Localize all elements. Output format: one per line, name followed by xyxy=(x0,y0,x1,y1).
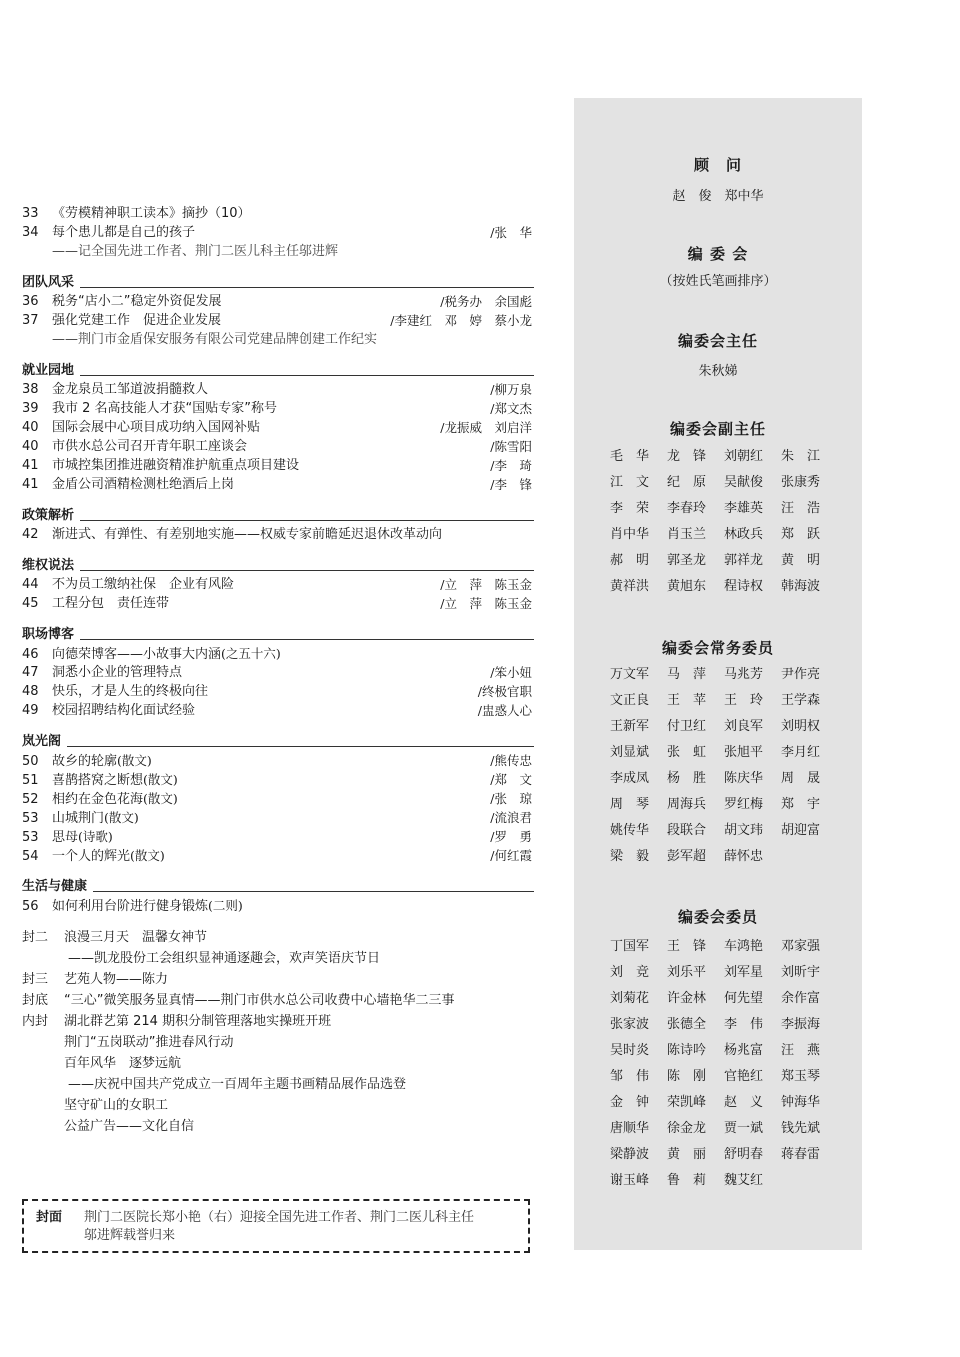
cover-page-text: 艺苑人物——陈力 xyxy=(64,972,169,987)
member-name: 官艳红 xyxy=(724,1069,764,1084)
entry-genre-note: (散文) xyxy=(104,810,139,825)
entry-title: 金龙泉员工邹道波捐髓救人 xyxy=(52,382,209,397)
section-title: 岚光阁 xyxy=(22,734,67,749)
entry-author: /罗 勇 xyxy=(490,829,532,844)
entry-genre-note: (散文) xyxy=(130,848,165,863)
member-name: 丁国军 xyxy=(610,939,650,954)
board-heading: 编 委 会 xyxy=(687,245,749,263)
member-name: 李 荣 xyxy=(610,501,650,516)
page-number: 34 xyxy=(22,225,39,240)
member-name: 刘乐平 xyxy=(667,965,707,980)
member-name: 刘朝红 xyxy=(724,449,764,464)
member-name: 刘军星 xyxy=(724,965,764,980)
member-name: 车鸿艳 xyxy=(724,939,764,954)
section-rule xyxy=(22,891,534,892)
toc-entry xyxy=(22,701,534,720)
entry-author: /盅惑人心 xyxy=(477,703,532,718)
member-name: 杨 胜 xyxy=(667,771,707,786)
standing-members-list xyxy=(610,662,840,870)
page-number: 42 xyxy=(22,527,39,542)
member-name: 黄 明 xyxy=(781,553,821,568)
editorial-board-panel xyxy=(574,98,862,1250)
member-name: 钟海华 xyxy=(781,1095,821,1110)
page-number: 48 xyxy=(22,684,39,699)
entry-title: 强化党建工作 促进企业发展 xyxy=(52,313,222,328)
entry-title: 市城控集团推进融资精准护航重点项目建设 xyxy=(52,458,300,473)
member-name: 胡迎富 xyxy=(781,823,821,838)
section-rule xyxy=(22,746,534,747)
toc-entry xyxy=(22,770,534,789)
entry-genre-note: (之五十六) xyxy=(221,646,281,661)
entry-title: 一个人的辉光 xyxy=(52,849,131,864)
member-name: 邹 伟 xyxy=(610,1069,650,1084)
section-title: 生活与健康 xyxy=(22,879,93,894)
member-name: 刘菊花 xyxy=(610,991,650,1006)
cover-page-text: 荆门“五岗联动”推进春风行动 xyxy=(64,1035,234,1050)
member-name: 程诗权 xyxy=(724,579,764,594)
entry-title: 工程分包 责任连带 xyxy=(52,596,170,611)
entry-subtitle: ——记全国先进工作者、荆门二医儿科主任邬进辉 xyxy=(52,244,339,259)
toc-entry xyxy=(22,399,534,418)
member-name: 李春玲 xyxy=(667,501,707,516)
entry-author: /终极官职 xyxy=(477,684,532,699)
page-number: 38 xyxy=(22,382,39,397)
cover-page-text: “三心”微笑服务显真情——荆门市供水总公司收费中心墙艳华二三事 xyxy=(64,993,455,1008)
toc-entry xyxy=(22,827,534,846)
member-name: 文正良 xyxy=(610,693,650,708)
entry-author: /立 萍 陈玉金 xyxy=(440,577,532,592)
entry-author: /笨小妞 xyxy=(490,665,532,680)
entry-author: /立 萍 陈玉金 xyxy=(440,596,532,611)
entry-author: /李 琦 xyxy=(490,458,532,473)
member-name: 徐金龙 xyxy=(667,1121,707,1136)
entry-genre-note: (散文) xyxy=(117,753,152,768)
entry-genre-note: (散文) xyxy=(143,772,178,787)
member-name: 张家波 xyxy=(610,1017,650,1032)
cover-page-text: 坚守矿山的女职工 xyxy=(64,1098,169,1113)
member-name: 邓家强 xyxy=(781,939,821,954)
member-name: 陈诗吟 xyxy=(667,1043,707,1058)
entry-author: /郑 文 xyxy=(490,772,532,787)
toc-entry xyxy=(22,575,534,594)
page-number: 51 xyxy=(22,773,39,788)
member-name: 陈庆华 xyxy=(724,771,764,786)
member-name: 张德全 xyxy=(667,1017,707,1032)
member-name: 刘明权 xyxy=(781,719,821,734)
toc-entry xyxy=(22,663,534,682)
member-name: 马兆芳 xyxy=(724,667,764,682)
section-title: 就业园地 xyxy=(22,363,80,378)
member-name: 刘显斌 xyxy=(610,745,650,760)
cover-caption-line-1: 荆门二医院长郑小艳（右）迎接全国先进工作者、荆门二医儿科主任 xyxy=(84,1210,475,1225)
entry-title: 校园招聘结构化面试经验 xyxy=(52,703,196,718)
cover-caption-line-2: 邬进辉载誉归来 xyxy=(84,1228,176,1243)
member-name: 汪 浩 xyxy=(781,501,821,516)
cover-page-text: 百年风华 逐梦远航 xyxy=(64,1056,182,1071)
toc-entry xyxy=(22,223,534,242)
page-number: 37 xyxy=(22,313,39,328)
entry-title: 喜鹊搭窝之断想 xyxy=(52,773,144,788)
cover-page-entry xyxy=(22,927,534,948)
cover-caption-box xyxy=(22,1199,530,1253)
cover-page-entry xyxy=(22,1032,534,1053)
section-heading xyxy=(22,732,534,751)
entry-title: 如何利用台阶进行健身锻炼 xyxy=(52,899,209,914)
member-name: 郑玉琴 xyxy=(781,1069,821,1084)
section-heading xyxy=(22,273,534,292)
cover-page-label: 封二 xyxy=(22,930,49,945)
advisor-heading: 顾 问 xyxy=(693,156,742,174)
member-name: 姚传华 xyxy=(610,823,650,838)
entry-subtitle: ——荆门市金盾保安服务有限公司党建品牌创建工作纪实 xyxy=(52,332,378,347)
toc-entry xyxy=(22,311,534,330)
member-name: 林政兵 xyxy=(724,527,764,542)
toc-entry xyxy=(22,751,534,770)
cover-page-entry xyxy=(22,1116,534,1137)
member-name: 万文军 xyxy=(610,667,650,682)
section-rule xyxy=(22,570,534,571)
entry-title: 思母 xyxy=(52,830,79,845)
director-heading: 编委会主任 xyxy=(677,332,758,350)
entry-author: /柳万泉 xyxy=(490,382,532,397)
toc-entry xyxy=(22,456,534,475)
page-number: 41 xyxy=(22,477,39,492)
member-name: 张旭平 xyxy=(724,745,764,760)
toc-entry xyxy=(22,525,534,544)
member-name: 李 伟 xyxy=(724,1017,764,1032)
page-number: 45 xyxy=(22,596,39,611)
entry-author: /张 华 xyxy=(490,225,532,240)
member-name: 肖中华 xyxy=(610,527,650,542)
entry-genre-note: (诗歌) xyxy=(78,829,113,844)
entry-genre-note: (散文) xyxy=(143,791,178,806)
member-name: 付卫红 xyxy=(667,719,707,734)
member-name: 王新军 xyxy=(610,719,650,734)
deputy-director-heading: 编委会副主任 xyxy=(669,420,766,438)
cover-page-entry xyxy=(22,969,534,990)
member-name: 鲁 莉 xyxy=(667,1173,707,1188)
page-number: 40 xyxy=(22,439,39,454)
members-heading: 编委会委员 xyxy=(677,908,758,926)
member-name: 钱先斌 xyxy=(781,1121,821,1136)
member-name: 吴时炎 xyxy=(610,1043,650,1058)
entry-title: 山城荆门 xyxy=(52,811,105,826)
section-heading xyxy=(22,625,534,644)
entry-title: 渐进式、有弹性、有差别地实施——权威专家前瞻延迟退休改革动向 xyxy=(52,527,443,542)
section-heading xyxy=(22,877,534,896)
member-name: 周 晟 xyxy=(781,771,821,786)
members-list xyxy=(610,934,840,1194)
member-name: 金 钟 xyxy=(610,1095,650,1110)
member-name: 舒明春 xyxy=(724,1147,764,1162)
member-name: 尹作亮 xyxy=(781,667,821,682)
standing-members-heading: 编委会常务委员 xyxy=(661,639,774,657)
cover-page-entry xyxy=(22,1011,534,1032)
member-name: 王学森 xyxy=(781,693,821,708)
member-name: 刘 竞 xyxy=(610,965,650,980)
member-name: 肖玉兰 xyxy=(667,527,707,542)
member-name: 黄旭东 xyxy=(667,579,707,594)
member-name: 段联合 xyxy=(667,823,707,838)
toc-entry xyxy=(22,846,534,865)
page-number: 41 xyxy=(22,458,39,473)
toc-entry xyxy=(22,475,534,494)
member-name: 毛 华 xyxy=(610,449,650,464)
member-name: 王 玲 xyxy=(724,693,764,708)
section-title: 团队风采 xyxy=(22,275,80,290)
member-name: 李雄英 xyxy=(724,501,764,516)
entry-title: 税务“店小二”稳定外资促发展 xyxy=(52,294,222,309)
member-name: 郑 宇 xyxy=(781,797,821,812)
member-name: 郝 明 xyxy=(610,553,650,568)
member-name: 李成凤 xyxy=(610,771,650,786)
cover-page-text: 浪漫三月天 温馨女神节 xyxy=(64,930,208,945)
entry-title: 洞悉小企业的管理特点 xyxy=(52,665,183,680)
section-title: 政策解析 xyxy=(22,508,80,523)
member-name: 王 锋 xyxy=(667,939,707,954)
entry-author: /李建红 邓 婷 蔡小龙 xyxy=(390,313,532,328)
entry-title: 故乡的轮廓 xyxy=(52,754,118,769)
member-name: 谢玉峰 xyxy=(610,1173,650,1188)
page-number: 53 xyxy=(22,811,39,826)
page-number: 44 xyxy=(22,577,39,592)
member-name: 彭军超 xyxy=(667,849,707,864)
section-rule xyxy=(22,375,534,376)
entry-author: /熊传忠 xyxy=(490,753,532,768)
section-rule xyxy=(22,639,534,640)
member-name: 韩海波 xyxy=(781,579,821,594)
member-name: 杨兆富 xyxy=(724,1043,764,1058)
member-name: 江 文 xyxy=(610,475,650,490)
member-name: 马 萍 xyxy=(667,667,707,682)
member-name: 李振海 xyxy=(781,1017,821,1032)
member-name: 朱 江 xyxy=(781,449,821,464)
member-name: 刘昕宇 xyxy=(781,965,821,980)
spacer xyxy=(22,915,534,927)
member-name: 何先望 xyxy=(724,991,764,1006)
section-heading xyxy=(22,556,534,575)
entry-title: 快乐，才是人生的终极向往 xyxy=(52,684,209,699)
member-name: 余作富 xyxy=(781,991,821,1006)
member-name: 黄祥洪 xyxy=(610,579,650,594)
member-name: 龙 锋 xyxy=(667,449,707,464)
member-name: 汪 燕 xyxy=(781,1043,821,1058)
section-rule xyxy=(22,520,534,521)
toc-entry xyxy=(22,292,534,311)
section-heading xyxy=(22,361,534,380)
member-name: 梁 毅 xyxy=(610,849,650,864)
section-heading xyxy=(22,506,534,525)
entry-title: 向德荣博客——小故事大内涵 xyxy=(52,647,222,662)
member-name: 梁静波 xyxy=(610,1147,650,1162)
toc-entry xyxy=(22,682,534,701)
advisor-names: 赵 俊 郑中华 xyxy=(672,189,764,204)
entry-author: /流浪君 xyxy=(490,810,532,825)
page-number: 50 xyxy=(22,754,39,769)
toc-entry xyxy=(22,808,534,827)
entry-title: 每个患儿都是自己的孩子 xyxy=(52,225,196,240)
board-order-note: （按姓氏笔画排序） xyxy=(659,274,777,289)
section-title: 职场博客 xyxy=(22,627,80,642)
member-name: 陈 刚 xyxy=(667,1069,707,1084)
member-name: 郑 跃 xyxy=(781,527,821,542)
entry-author: /郑文杰 xyxy=(490,401,532,416)
member-name: 唐顺华 xyxy=(610,1121,650,1136)
member-name: 贾一斌 xyxy=(724,1121,764,1136)
member-name: 周 琴 xyxy=(610,797,650,812)
member-name: 王 苹 xyxy=(667,693,707,708)
member-name: 刘良军 xyxy=(724,719,764,734)
entry-author: /李 锋 xyxy=(490,477,532,492)
entry-title: 相约在金色花海 xyxy=(52,792,144,807)
section-rule xyxy=(22,287,534,288)
entry-title: 不为员工缴纳社保 企业有风险 xyxy=(52,577,235,592)
member-name: 罗红梅 xyxy=(724,797,764,812)
toc-entry xyxy=(22,418,534,437)
cover-page-entry xyxy=(22,990,534,1011)
toc-entry xyxy=(22,789,534,808)
page-number: 39 xyxy=(22,401,39,416)
cover-page-text: 湖北群艺第 214 期积分制管理落地实操班开班 xyxy=(64,1014,332,1029)
member-name: 赵 义 xyxy=(724,1095,764,1110)
entry-title: 我市 2 名高技能人才获“国贴专家”称号 xyxy=(52,401,278,416)
cover-page-subtitle: ——凯龙股份工会组织显神通逐趣会，欢声笑语庆节日 xyxy=(68,951,381,966)
member-name: 黄 丽 xyxy=(667,1147,707,1162)
cover-page-subtitle: ——庆祝中国共产党成立一百周年主题书画精品展作品选登 xyxy=(68,1077,407,1092)
member-name: 蒋春雷 xyxy=(781,1147,821,1162)
toc-entry xyxy=(22,380,534,399)
toc-entry xyxy=(22,644,534,663)
cover-page-entry xyxy=(22,1053,534,1074)
member-name: 薛怀忠 xyxy=(724,849,764,864)
table-of-contents xyxy=(22,204,534,1137)
member-name: 郭祥龙 xyxy=(724,553,764,568)
member-name: 张康秀 xyxy=(781,475,821,490)
entry-author: /税务办 余国彪 xyxy=(440,294,532,309)
page-number: 53 xyxy=(22,830,39,845)
cover-page-label: 内封 xyxy=(22,1014,49,1029)
page-number: 40 xyxy=(22,420,39,435)
page-number: 47 xyxy=(22,665,39,680)
member-name: 张 虹 xyxy=(667,745,707,760)
member-name: 周海兵 xyxy=(667,797,707,812)
member-name: 魏艾红 xyxy=(724,1173,764,1188)
director-name: 朱秋娣 xyxy=(698,364,738,379)
toc-entry xyxy=(22,204,534,223)
member-name: 吴献俊 xyxy=(724,475,764,490)
cover-label: 封面 xyxy=(36,1210,63,1225)
entry-title: 市供水总公司召开青年职工座谈会 xyxy=(52,439,248,454)
page-number: 36 xyxy=(22,294,39,309)
entry-title: 金盾公司酒精检测杜绝酒后上岗 xyxy=(52,477,235,492)
member-name: 荣凯峰 xyxy=(667,1095,707,1110)
entry-author: /何红霞 xyxy=(490,848,532,863)
section-title: 维权说法 xyxy=(22,558,80,573)
entry-title: 《劳模精神职工读本》摘抄（10） xyxy=(52,206,251,221)
page-number: 56 xyxy=(22,899,39,914)
cover-page-text: 公益广告——文化自信 xyxy=(64,1119,195,1134)
entry-author: /陈雪阳 xyxy=(490,439,532,454)
entry-author: /张 琼 xyxy=(490,791,532,806)
member-name: 许金林 xyxy=(667,991,707,1006)
toc-entry xyxy=(22,594,534,613)
cover-page-label: 封底 xyxy=(22,993,49,1008)
cover-page-entry xyxy=(22,1095,534,1116)
entry-author: /龙振威 刘启洋 xyxy=(440,420,532,435)
toc-entry xyxy=(22,896,534,915)
page-number: 54 xyxy=(22,849,39,864)
page-number: 46 xyxy=(22,647,39,662)
deputy-director-list xyxy=(610,444,840,600)
toc-entry xyxy=(22,437,534,456)
member-name: 郭圣龙 xyxy=(667,553,707,568)
entry-genre-note: (二则) xyxy=(208,898,243,913)
member-name: 胡文玮 xyxy=(724,823,764,838)
page-number: 52 xyxy=(22,792,39,807)
page-number: 33 xyxy=(22,206,39,221)
entry-title: 国际会展中心项目成功纳入国网补贴 xyxy=(52,420,261,435)
member-name: 纪 原 xyxy=(667,475,707,490)
cover-page-label: 封三 xyxy=(22,972,49,987)
page-number: 49 xyxy=(22,703,39,718)
member-name: 李月红 xyxy=(781,745,821,760)
